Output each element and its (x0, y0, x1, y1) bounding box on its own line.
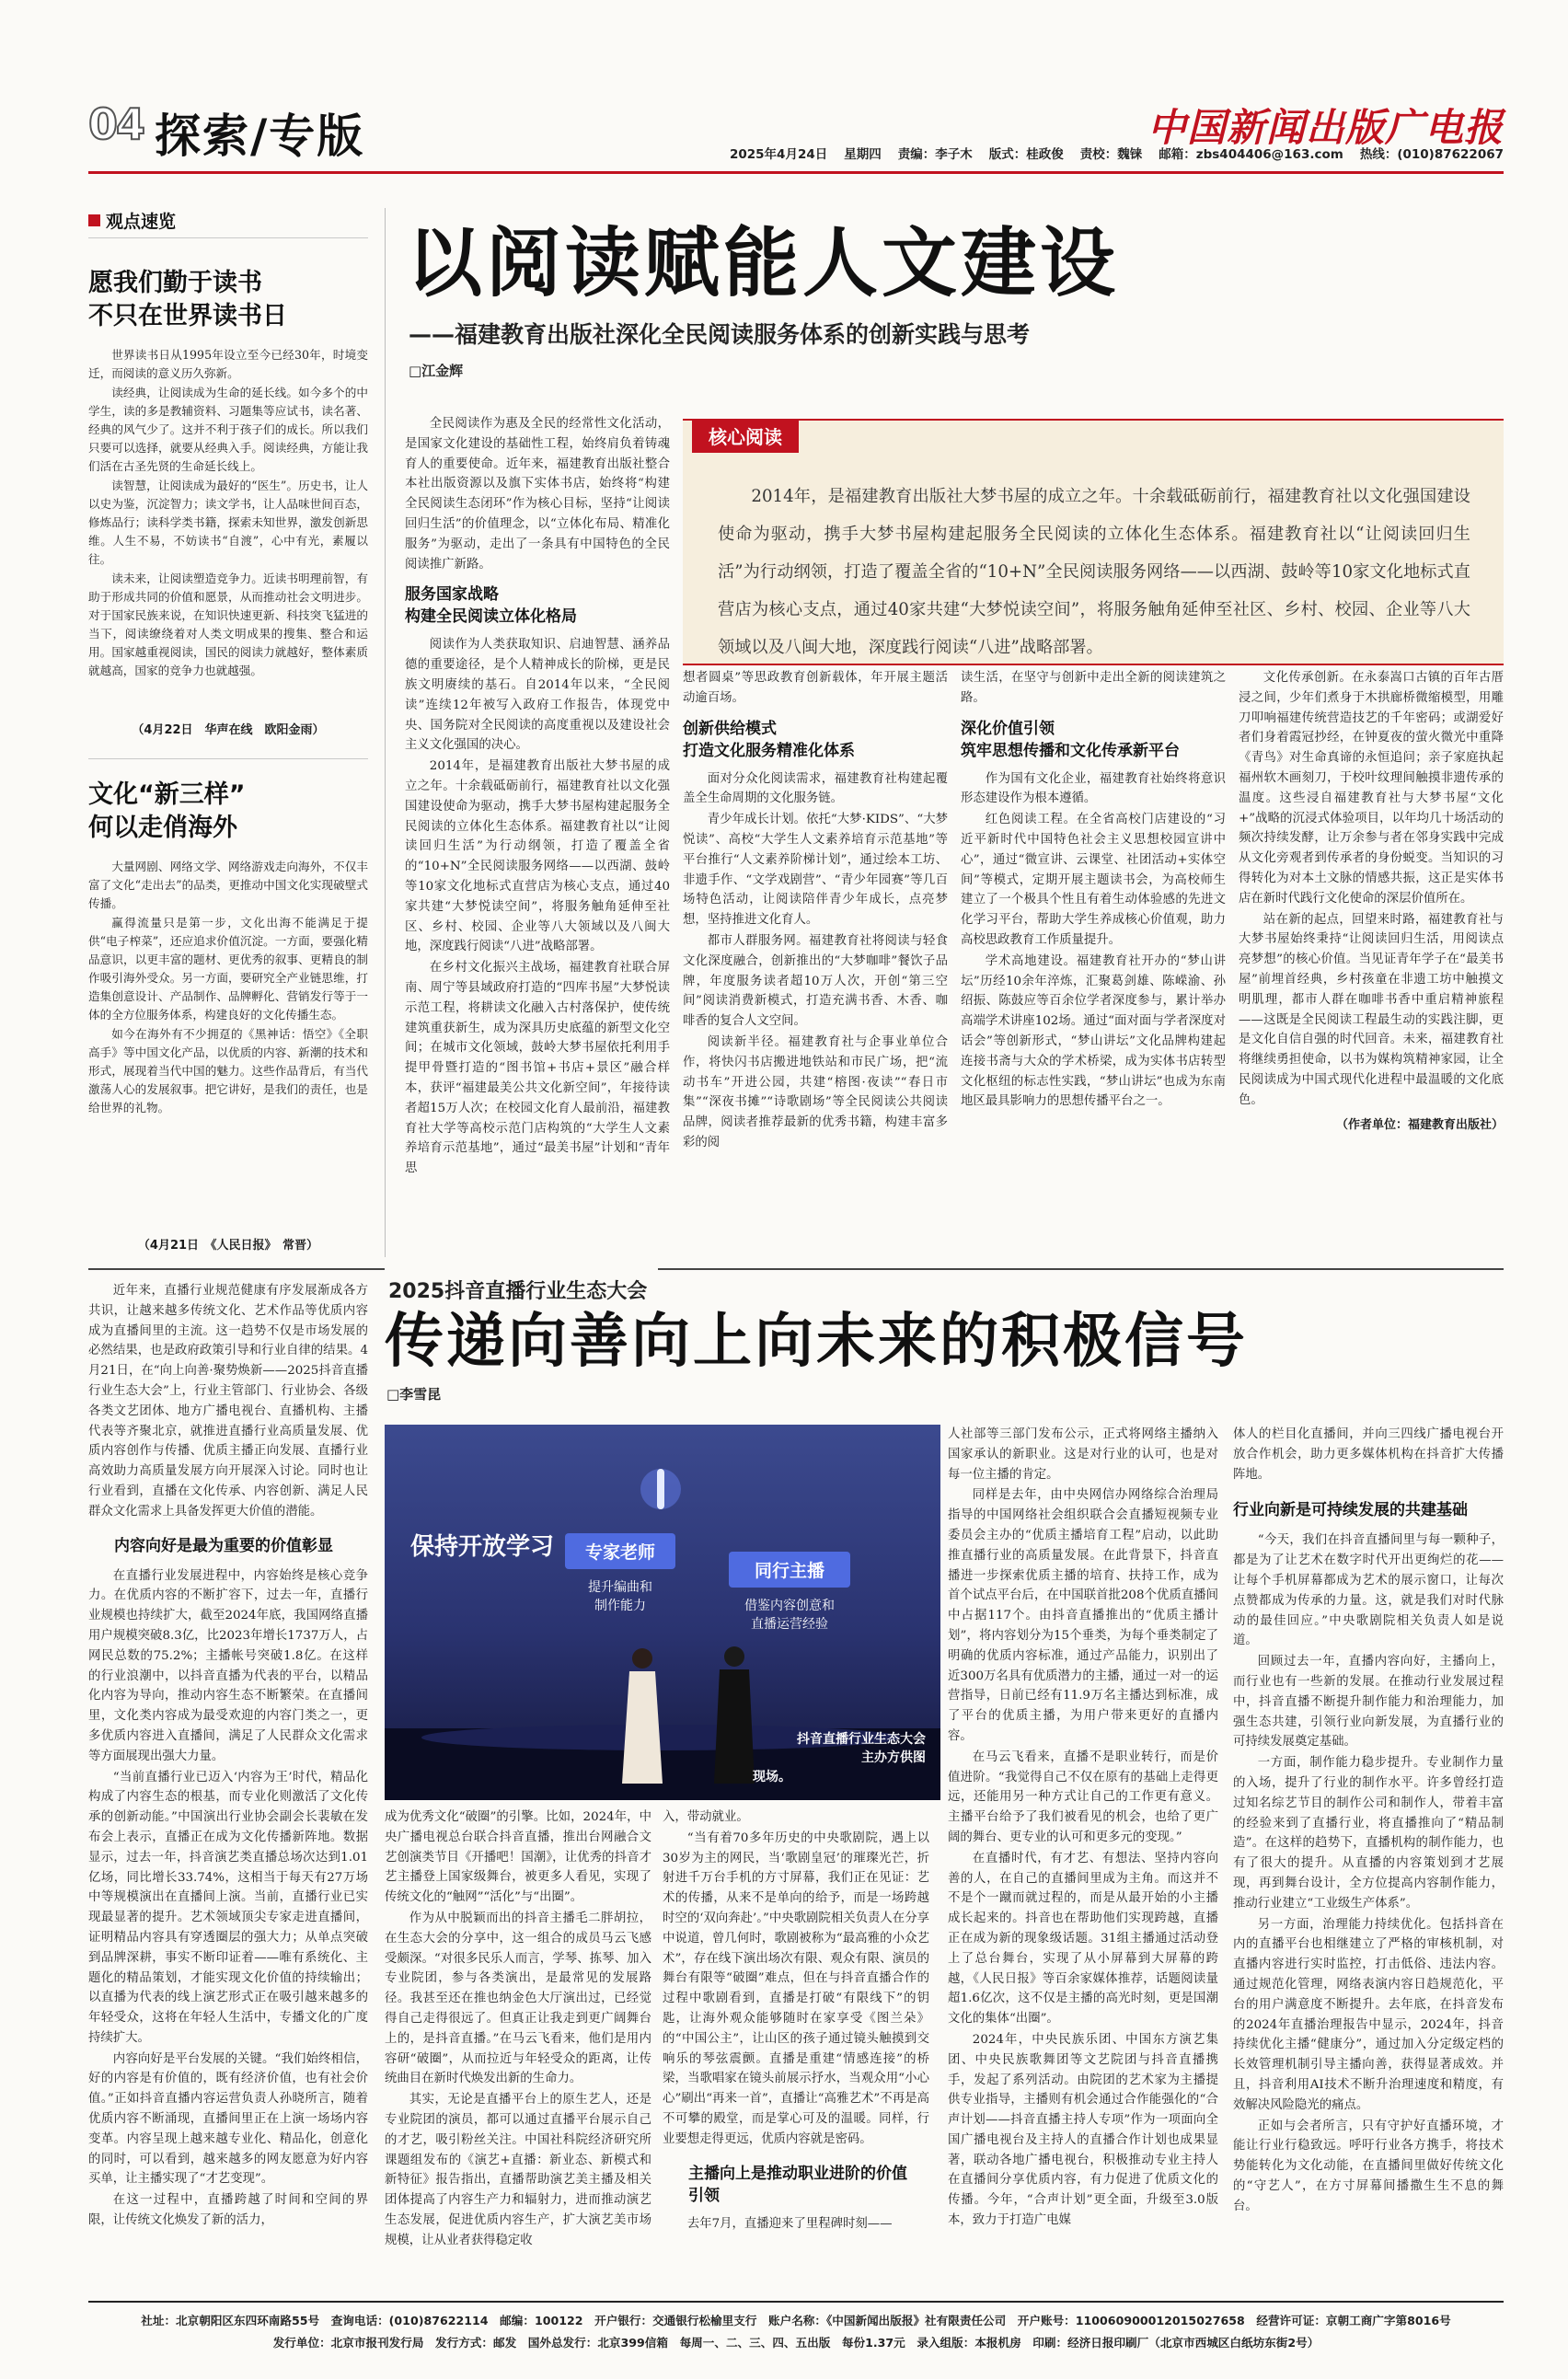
section-title: 探索/专版 (155, 110, 365, 163)
second-col3-heading: 主播向上是推动职业进阶的价值引领 (688, 2164, 907, 2205)
photo-caption (797, 1712, 926, 1785)
square-bullet-icon (88, 214, 100, 226)
article2-para: 赢得流量只是第一步，文化出海不能满足于提供“电子榨菜”，还应追求价值沉淀。一方面，要强化精品意识，以更丰富的题材、更优秀的叙事、更精良的制作吸引海外受众。另一方面，要研究全产业链思维，打造集创意设计、产品制作、品牌孵化、营销发行等于一体的全方位服务体系，构建良好的文化传播生态。 (88, 916, 368, 1022)
article2-title (88, 779, 368, 845)
second-col4-para: 在直播时代，有才艺、有想法、坚持内容向善的人，在自己的直播间里成为主角。而这并不不是个一蹴而就过程的，而是从最开始的小主播成长起来的。抖音也在帮助他们实现跨越，直播正在成为新的现象级话题。31组主播通过活动登上了总台舞台，实现了从小屏幕到大屏幕的跨越，《人民日报》等百余家媒体推荐，话题阅读量超1.6亿次，这不仅是主播的高光时刻，更是国潮文化的集体“出圈”。 (948, 1851, 1218, 2027)
issue-date: 2025年4月24日 (729, 147, 828, 162)
second-left-heading: 内容向好是最为重要的价值彰显 (114, 1536, 333, 1555)
article1-para: 读智慧，让阅读成为最好的“医生”。历史书，让人以史为鉴，沉淀智力；读文学书，让人品味世间百态，修炼品行；读科学类书籍，探索未知世界，激发创新思维。人生不易，不妨读书“自渡”，心中有光，素履以往。 (88, 479, 368, 566)
second-col5-para: 另一方面，治理能力持续优化。包括抖音在内的直播平台也相继建立了严格的审核机制，对直播内容进行实时监控，打击低俗、违法内容。通过规范化管理，网络表演内容日趋规范化，平台的用户满意度不断提升。去年底，在抖音发布的2024年直播治理报告中显示，2024年，抖音持续优化主播“健康分”，通过加入分定级定档的长效管理机制引导主播向善，获得显著成效。并且，抖音利用AI技术不断升治理速度和精度，有效解决风险隐光的痛点。 (1233, 1917, 1504, 2112)
lead-column-2 (683, 668, 948, 1259)
footer (88, 2310, 1504, 2354)
second-column-2 (385, 1807, 651, 2293)
article2-title-line2: 何以走俏海外 (88, 814, 237, 842)
second-left-para: “当前直播行业已迈入‘内容为王’时代，精品化构成了内容生态的根基，而专业化则激活了文化传承的创新动能。”中国演出行业协会副会长裴敏在发布会上表示，直播正在成为文化传播新阵地。数据显示，过去一年，抖音演艺类直播总场次达到1.01亿场，同比增长33.74%，这相当于每天有27万场中等规模演出在直播间上演。当前，直播行业已实现最显著的提升。艺术领域顶尖专家走进直播间，证明精品内容具有穿透圈层的强大力；从单点突破到品牌深耕，事实不断印证着——唯有系统化、主题化的精品策划，才能实现文化价值的持续输出；以直播为代表的线上演艺形式正在吸引越来越多的年轻受众，这将在年轻人生活中，专播文化的广度持续扩大。 (88, 1770, 368, 2045)
lead-col1-heading: 服务国家战略 构建全民阅读立体化格局 (405, 585, 577, 627)
article1-title-line1: 愿我们勤于读书 (88, 269, 262, 297)
second-col3-tail: 去年7月，直播迎来了里程碑时刻—— (686, 2216, 893, 2231)
second-kicker: 2025抖音直播行业生态大会 (385, 1265, 658, 1304)
second-col3-para: “当有着70多年历史的中央歌剧院，遇上以30岁为主的网民，当‘歌剧皇冠’的璀璨光芒，折射进千万台手机的方寸屏幕，我们正在见证：艺术的传播，从来不是单向的给予，而是一场跨越时空的‘双向奔赴’。”中央歌剧院相关负责人在分享中说道，曾几何时，歌剧被称为“最高雅的小众艺术”，存在线下演出场次有限、观众有限、演员的舞台有限等“破圈”难点，但在与抖音直播合作的过程中歌剧看到，直播是打破“有限线下”的钥匙，让海外观众能够随时在家享受《图兰朵》的“中国公主”，让山区的孩子通过镜头触摸到交响乐的琴弦震颤。直播是重建“情感连接”的桥梁，当歌唱家在镜头前展示抒水，当观众用“小心心”刷出“再来一首”，直播让“高雅艺术”不再是高不可攀的殿堂，而是掌心可及的温暖。同样，行业要想走得更远，优质内容就是密码。 (663, 1830, 929, 2146)
second-column-4 (948, 1425, 1218, 2293)
article2-source: （4月21日 《人民日报》 常晋） (137, 1239, 319, 1253)
lead-col4-source: （作者单位：福建教育出版社） (1335, 1117, 1504, 1132)
header-rule (88, 171, 1504, 174)
lead-col4-para: 文化传承创新。在永泰嵩口古镇的百年古厝浸之间，少年们煮身于木拱廊桥微缩模型，用雕刀叩响福建传统营造技艺的千年密码；或湖爱好者们身着霞冠抄经，在钟夏夜的萤火微光中重降《青鸟》对生命真谛的永恒追问；亲子家庭执起福州软木画刻刀，于校叶纹理间触摸非遗传承的温度。这些浸自福建教育社与大梦书屋“文化+”战略的沉浸式体验项目，以年均几十场活动的频次持续发酵，让万余参与者在邻身实践中完成从文化旁观者到传承者的身份蜕变。当知识的习得转化为对本土文脉的情感共振，这正是实体书店在新时代践行文化使命的深层价值所在。 (1239, 671, 1504, 906)
core-reading-box (683, 419, 1504, 665)
host-card-title: 同行主播 (729, 1552, 850, 1588)
lead-col2-heading: 创新供给模式 打造文化服务精准化体系 (683, 719, 855, 760)
page-number: 04 (88, 99, 144, 149)
second-col4-para: 同样是去年，由中央网信办网络综合治理局指导的中国网络社会组织联合会直播短视频专业委员会主办的“优质主播培育工程”启动，以此助推直播行业的高质量发展。在此背景下，抖音直播进一步探索优质主播的培育、扶持工作，成为首个试点平台后，在中国联首批208个优质直播间中占据117个。由抖音直播推出的“优质主播计划”，将内容划分为15个垂类，为每个垂类制定了明确的优质内容标准，通过产品能力，识别出了近300万名具有优质潜力的主播，通过一对一的运营指导，日前已经有11.9万名主播达到标准，成了平台的优质主播，为用户带来更好的直播内容。 (948, 1488, 1218, 1743)
sidebar-divider (88, 758, 368, 759)
event-photo (385, 1425, 940, 1800)
masthead-logo: 中国新闻出版广电报 (1147, 105, 1504, 150)
speakers-silhouette (596, 1646, 780, 1784)
lead-col2-top: 想者圆桌”等思政教育创新载体，年开展主题活动逾百场。 (683, 671, 948, 705)
core-reading-text: 2014年，是福建教育出版社大梦书屋的成立之年。十余载砥砺前行，福建教育社以文化强国建设使命为驱动，携手大梦书屋构建起服务全民阅读的立体化生态体系。福建教育社以“让阅读回归生活”为行动纲领，打造了覆盖全省的“10+N”全民阅读服务网络——以西湖、鼓岭等10家文化地标式直营店为核心支点，通过40家共建“大梦悦读空间”，将服务触角延伸至社区、乡村、校园、企业等八大领域以及八闽大地，深度践行阅读“八进”战略部署。 (718, 487, 1470, 657)
layout-credit: 版式：桂政俊 (988, 147, 1064, 162)
lead-column-4 (1239, 668, 1504, 1259)
second-col3-para: 入，带动就业。 (663, 1810, 749, 1824)
teacher-card (565, 1533, 675, 1644)
lead-title: 以阅读赋能人文建设 (407, 219, 1120, 307)
lead-intro-para: 全民阅读作为惠及全民的经常性文化活动，是国家文化建设的基础性工程，始终肩负着铸魂育人的重要使命。近年来，福建教育出版社整合本社出版资源以及旗下实体书店，始终将“构建全民阅读生态闭环”作为核心目标，坚持“让阅读回归生活”的价值理念，以“立体化布局、精准化服务”为驱动，走出了一条具有中国特色的全民阅读推广新路。 (405, 417, 670, 572)
lead-author: □江金辉 (409, 363, 464, 379)
article1-para: 世界读书日从1995年设立至今已经30年，时境变迁，而阅读的意义历久弥新。 (88, 348, 368, 380)
second-col5-top: 体人的栏目化直播间，并向三四线广播电视台开放合作机会，助力更多媒体机构在抖音扩大传播阵地。 (1233, 1427, 1504, 1482)
lead-col1-para: 在乡村文化振兴主战场，福建教育社联合屏南、周宁等县域政府打造的“四库书屋”大梦悦读示范工程，将耕读文化融入古村落保护，使传统建筑重获新生，成为深具历史底蕴的新型文化空间；在城市文化领域，鼓岭大梦书屋依托利用手提甲骨暨打造的“图书馆+书店+景区”融合样本，获评“福建最美公共文化新空间”，年接待读者超15万人次；在校园文化育人最前沿，福建教育社大学等高校示范门店构筑的“大学生人文素养培育示范基地”，通过“最美书屋”计划和“青年思 (405, 961, 670, 1176)
second-col5-para: “今天，我们在抖音直播间里与每一颗种子，都是为了让艺术在数字时代开出更绚烂的花——让每个手机屏幕都成为艺术的展示窗口，让每次点赞都成为传承的力量。这，就是我们对时代脉动的最佳回应。”中央歌剧院相关负责人如是说道。 (1233, 1533, 1504, 1648)
article1-title-line2: 不只在世界读书日 (88, 302, 287, 330)
photo-caption-text: 抖音直播行业生态大会 主办方供图 (797, 1732, 926, 1765)
lead-col3-heading: 深化价值引领 筑牢思想传播和文化传承新平台 (961, 719, 1180, 760)
host-card-sub: 借鉴内容创意和 直播运营经验 (744, 1599, 835, 1632)
article1-para: 读经典，让阅读成为生命的延长线。如今多个的中学生，读的多是教辅资料、习题集等应试书，读名著、经典的风气少了。这并不利于孩子们的成长。所以我们只要可以选择，就要从经典入手。阅读经典，方能让我们活在古圣先贤的生命延长线上。 (88, 386, 368, 473)
hotline-credit: 热线：(010)87622067 (1359, 147, 1504, 162)
footer-rule (88, 2301, 1504, 2303)
teacher-card-title: 专家老师 (565, 1533, 675, 1569)
second-col2-para: 成为优秀文化“破圈”的引擎。比如，2024年，中央广播电视总台联合抖音直播，推出台网融合文艺创演类节目《开播吧！国潮》，让优秀的抖音才艺主播登上国家级舞台，被更多人看见，实现了传统文化的“触网”“活化”与“出圈”。 (385, 1810, 651, 1905)
article1-source: （4月22日 华声在线 欧阳金雨） (132, 723, 325, 737)
second-col2-para: 作为从中脱颖而出的抖音主播毛二胖胡拉，在生态大会的分享中，这一组合的成员马云飞感受颇深。“对很多民乐人而言，学琴、拣琴、加入专业院团，参与各类演出，是最常见的发展路径。我甚至还在推也纳金色大厅演出过，已经觉得自己走得很远了。但真正让我走到更广阔舞台上的，是抖音直播。”在马云飞看来，他们是用内容研“破圈”，从而拉近与年轻受众的距离，让传统曲目在新时代焕发出新的生命力。 (385, 1911, 651, 2086)
second-left-para: 内容向好是平台发展的关键。“我们始终相信，好的内容是有价值的，既有经济价值，也有社会价值。”正如抖音直播内容运营负责人孙晓所言，随着优质内容不断涌现，直播间里正在上演一场场内容变革。内容呈现上越来越专业化、精品化，创意化的同时，可以看到，越来越多的网友愿意为好内容买单，让主播实现了“才艺变现”。 (88, 2051, 368, 2187)
article2-title-line1: 文化“新三样” (88, 780, 246, 809)
lead-col2-para: 青少年成长计划。依托“大梦·KIDS”、“大梦悦读”、高校“大学生人文素养培育示范基地”等平台推行“人文素养阶梯计划”，通过绘本工坊、非遗手作、“文学戏剧营”、“青少年园赛”等几百场特色活动，让阅读陪伴青少年成长，点亮梦想，坚持推进文化育人。 (683, 813, 948, 928)
second-column-5 (1233, 1425, 1504, 2293)
lead-col2-para: 面对分众化阅读需求，福建教育社构建起覆盖全生命周期的文化服务链。 (683, 771, 948, 806)
lead-col3-top: 读生活，在坚守与创新中走出全新的阅读建筑之路。 (961, 671, 1226, 705)
second-col4-para: 在马云飞看来，直播不是职业转行，而是价值进阶。“我觉得自己不仅在原有的基础上走得更远，还能用另一种方式让自己的工作更有意义。主播平台给予了我们被看见的机会，也给了更广阔的舞台、更专业的认可和更多元的变现。” (948, 1750, 1218, 1844)
second-col5-para: 一方面，制作能力稳步提升。专业制作力量的入场，提升了行业的制作水平。许多曾经打造过知名综艺节目的制作公司和制作人，带着丰富的经验来到了直播行业，将直播推向了“精品制造”。在这样的趋势下，直播机构的制作能力，也有了很大的提升。从直播的内容策划到才艺展现，再到舞台设计，全方位提高内容制作能力，推动行业建立“工业级生产体系”。 (1233, 1756, 1504, 1911)
second-left-para: 在直播行业发展进程中，内容始终是核心竞争力。在优质内容的不断扩容下，过去一年，直播行业规模也持续扩大，截至2024年底，我国网络直播用户规模突破8.3亿，比2023年增长1737万人，占网民总数的75.2%；主播帐号突破1.8亿。在这样的行业浪潮中，以抖音直播为代表的平台，以精品化内容为导向，推动内容生态不断繁荣。在直播间里，文化类内容成为最受欢迎的内容门类之一，更多优质内容进入直播间，满足了人民群众文化需求等方面展现出强大力量。 (88, 1568, 368, 1763)
footer-line-2: 发行单位：北京市报刊发行局 发行方式：邮发 国外总发行：北京399信箱 每周一、二、三、四、五出版 每份1.37元 录入组版：本报机房 印刷：经济日报印刷厂（北京市西城区白纸坊东街2号） (272, 2336, 1320, 2350)
core-reading-tag: 核心阅读 (692, 419, 799, 453)
header-info-bar (644, 144, 1504, 166)
second-left-para: 在这一过程中，直播跨越了时间和空间的界限，让传统文化焕发了新的活力， (88, 2193, 368, 2228)
lead-col2-para: 阅读新半径。福建教育社与企事业单位合作，将快闪书店搬进地铁站和市民广场，把“流动书车”开进公园，共建“榕图·夜读”“春日市集”“深夜书摊”“诗歌剧场”等全民阅读公共阅读品牌，阅读者推荐最新的优秀书籍，构建丰富多彩的阅 (683, 1034, 948, 1149)
sidebar-vertical-rule (385, 208, 386, 1257)
second-col5-para: 回顾过去一年，直播内容向好，主播向上，而行业也有一些新的发展。在推动行业发展过程中，抖音直播不断提升制作能力和治理能力，加强生态共建，引领行业向新发展，为直播行业的可持续发展奠定基础。 (1233, 1655, 1504, 1750)
sidebar-article-1 (88, 267, 368, 745)
second-intro-para: 近年来，直播行业规范健康有序发展渐成各方共识，让越来越多传统文化、艺术作品等优质内容成为直播间里的主流。这一趋势不仅是市场发展的必然结果，也是政府政策引导和行业自律的结果。4月21日，在“向上向善·聚势焕新——2025抖音直播行业生态大会”上，行业主管部门、行业协会、各级各类文艺团体、地方广播电视台、直播机构、主播代表等齐聚北京，就推进直播行业高质量发展、优质内容创作与传播、优质主播正向发展、直播行业高效助力高质量发展方向开展深入讨论。同时也让行业看到，直播在文化传承、内容创新、满足人民群众文化需求上具备发挥更大价值的潜能。 (88, 1284, 368, 1519)
sidebar (88, 208, 368, 1260)
second-col5-heading: 行业向新是可持续发展的共建基础 (1233, 1501, 1468, 1520)
second-col5-para: 正如与会者所言，只有守护好直播环境，才能让行业行稳致远。呼吁行业各方携手，将技术势能转化为文化动能，在直播间里做好传统文化的“守艺人”，在方寸屏幕间播撒生生不息的舞台。 (1233, 2119, 1504, 2213)
issue-weekday: 星期四 (844, 147, 882, 162)
second-col4-para: 2024年，中央民族乐团、中国东方演艺集团、中央民族歌舞团等文艺院团与抖音直播携手，发起了系列活动。由院团的艺术家为主播提供专业指导，主播则有机会通过合作能强化的“合声计划——抖音直播主持人专项”作为一项面向全国广播电视台及主持人的直播合作计划也成果显著，联动各地广播电视台，积极推动专业主持人在直播间分享优质内容，有力促进了优质文化的传播。今年，“合声计划”更全面，升级至3.0版本，致力于打造广电媒 (948, 2032, 1218, 2228)
second-col4-para: 人社部等三部门发布公示，正式将网络主播纳入国家承认的新职业。这是对行业的认可，也是对每一位主播的肯定。 (948, 1427, 1218, 1482)
section-divider (88, 1268, 1504, 1270)
article2-para: 大量网剧、网络文学、网络游戏走向海外，不仅丰富了文化“走出去”的品类，更推动中国文化实现破壁式传播。 (88, 860, 368, 910)
email-credit: 邮箱：zbs404406@163.com (1159, 147, 1343, 162)
article2-body (88, 858, 368, 1233)
second-column-3 (663, 1807, 929, 2293)
footer-line-1: 社址：北京朝阳区东四环南路55号 查询电话：(010)87622114 邮编：100122 开户银行：交通银行松榆里支行 账户名称：《中国新闻出版报》社有限责任公司 开户账号：110060900012015027658 经营许可证：京朝工商广字第8016号 (141, 2314, 1451, 2327)
lead-subtitle: ——福建教育出版社深化全民阅读服务体系的创新实践与思考 (409, 321, 1031, 348)
lead-col1-para: 阅读作为人类获取知识、启迪智慧、涵养品德的重要途径，是个人精神成长的阶梯，更是民族文明赓续的基石。自2014年以来，“全民阅读”连续12年被写入政府工作报告，体现党中央、国务院对全民阅读的高度重视以及建设社会主义文化强国的决心。 (405, 638, 670, 753)
teacher-card-sub: 提升编曲和 制作能力 (588, 1580, 652, 1613)
photo-caption-tail: 现场。 (753, 1770, 791, 1784)
lead-column-3 (961, 668, 1226, 1259)
article2-para: 如今在海外有不少拥趸的《黑神话：悟空》《全职高手》等中国文化产品，以优质的内容、新潮的技术和形式，展现着当代中国的魅力。这些作品背后，有当代激荡人心的发展叙事。把它讲好，是我们的责任，也是给世界的礼物。 (88, 1027, 368, 1114)
lead-col3-para: 学术高地建设。福建教育社开办的“梦山讲坛”历经10余年淬炼，汇聚葛剑雄、陈嵘渝、孙绍振、陈鼓应等百余位学者深度参与，累计举办高端学术讲座102场。通过“面对面与学者深度对话会”等创新形式，“梦山讲坛”文化品牌构建起连接书斋与大众的学术桥梁，成为实体书店转型文化枢纽的标志性实践，“梦山讲坛”也成为东南地区最具影响力的思想传播平台之一。 (961, 953, 1226, 1109)
lead-col4-para: 站在新的起点，回望来时路，福建教育社与大梦书屋始终秉持“让阅读回归生活，用阅读点亮梦想”的核心价值。当见证青年学子在“最美书屋”前埋首经典，乡村孩童在非遗工坊中触摸文明肌理，都市人群在咖啡书香中重启精神旅程——这既是全民阅读工程最生动的实践注脚，更是文化自信自强的时代回音。未来，福建教育社将继续勇担使命，以书为媒构筑精神家园，让全民阅读成为中国式现代化进程中最温暖的文化底色。 (1239, 912, 1504, 1107)
lead-col1-para: 2014年，是福建教育出版社大梦书屋的成立之年。十余载砥砺前行，福建教育社以文化强国建设使命为驱动，携手大梦书屋构建起服务全民阅读的立体化生态体系。福建教育社以“让阅读回归生活”为行动纲领，打造了覆盖全省的“10+N”全民阅读服务网络——以西湖、鼓岭等10家文化地标式直营店为核心支点，通过40家共建“大梦悦读空间”，将服务触角延伸至社区、乡村、校园、企业等八大领域以及八闽大地，深度践行阅读“八进”战略部署。 (405, 759, 670, 954)
second-author: □李雪昆 (386, 1386, 442, 1403)
board-text-keep-learning: 保持开放学习 (410, 1533, 555, 1561)
second-col2-para: 其实，无论是直播平台上的原生艺人，还是专业院团的演员，都可以通过直播平台展示自己的才艺，吸引粉丝关注。中国社科院经济研究所课题组发布的《演艺+直播：新业态、新模式和新特征》报告指出，直播帮助演艺美主播及相关团体提高了内容生产力和辐射力，进而推动演艺生态发展，促进优质内容生产，扩大演艺美市场规模，让从业者获得稳定收 (385, 2093, 651, 2247)
article1-title (88, 267, 368, 333)
article1-para: 读未来，让阅读塑造竞争力。近读书明理前智，有助于形成共同的价值和愿景，从而推动社会文明进步。对于国家民族来说，在知识快速更新、科技突飞猛进的当下，阅读缭绕着对人类文明成果的搜集、整合和运用。国家越重视阅读，国民的阅读力就越好，整体素质就越高，国家的竞争力也就越强。 (88, 572, 368, 677)
article1-body (88, 346, 368, 714)
sidebar-article-2 (88, 779, 368, 1257)
sidebar-tag (88, 208, 176, 233)
lead-col3-para: 红色阅读工程。在全省高校门店建设的“习近平新时代中国特色社会主义思想校园宣讲中心”，通过“微宣讲、云课堂、社团活动+实体空间”等模式，定期开展主题读书会，为高校师生建立了一个极具个性且有着生动体验感的先进文化学习平台，帮助大学生养成核心价值观，助力高校思政教育工作质量提升。 (961, 813, 1226, 947)
sidebar-tag-rule (88, 237, 368, 238)
second-title: 传递向善向上向未来的积极信号 (385, 1308, 1248, 1376)
editor-credit: 责编：李子木 (897, 147, 973, 162)
lead-column-1 (405, 414, 670, 1259)
proof-credit: 责校：魏铼 (1079, 147, 1143, 162)
second-left-column (88, 1281, 368, 2293)
lead-col3-para: 作为国有文化企业，福建教育社始终将意识形态建设作为根本遵循。 (961, 771, 1226, 806)
lead-col2-para: 都市人群服务网。福建教育社将阅读与轻食文化深度融合，创新推出的“大梦咖啡”餐饮子品牌，年度服务读者超10万人次，开创“第三空间”阅读消费新模式，打造充满书香、木香、咖啡香的复合人文空间。 (683, 933, 948, 1029)
sidebar-tag-label: 观点速览 (106, 212, 177, 232)
